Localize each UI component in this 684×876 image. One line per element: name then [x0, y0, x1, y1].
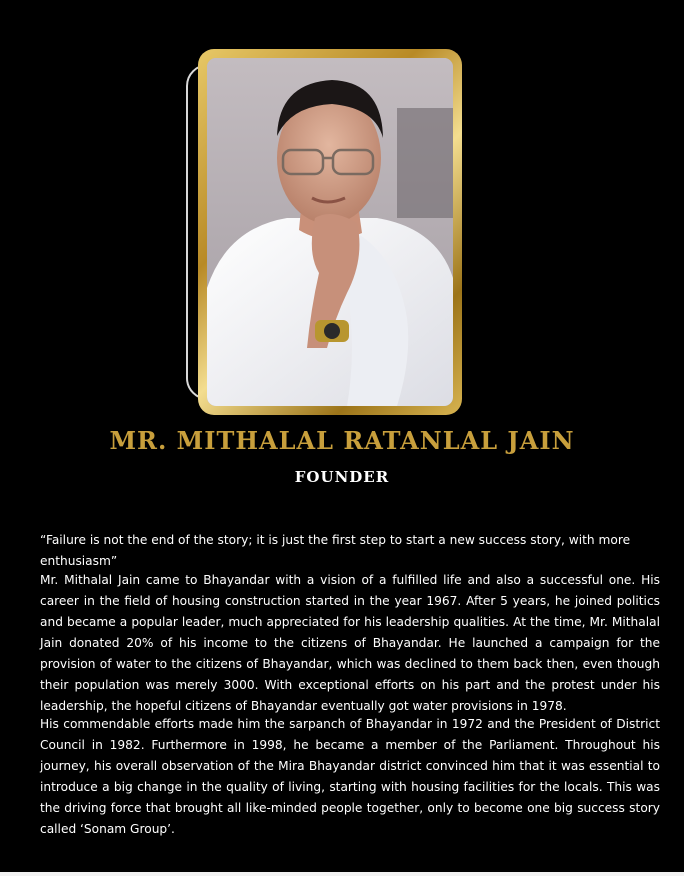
portrait-gold-frame	[198, 49, 462, 415]
founder-quote: “Failure is not the end of the story; it is just the first step to start a new success story, with more enthusiasm”	[40, 533, 631, 568]
bio-paragraph-1: Mr. Mithalal Jain came to Bhayandar with a vision of a fulfilled life and also a successful one. His career in the field of housing construction started in the year 1967. After 5 years, he joined politics and became a popular leader, much appreciated for his leadership qualities. At the time, Mr. Mithalal Jain donated 20% of his income to the citizens of Bhayandar. He launched a campaign for the provision of water to the citizens of Bhayandar, which was declined to them back then, even though their population was merely 3000. With exceptional efforts on his part and the protest under his leadership, the hopeful citizens of Bhayandar eventually got water provisions in 1978.	[40, 573, 660, 713]
founder-portrait-illustration	[207, 58, 453, 406]
page-bottom-edge	[0, 872, 684, 876]
bio-paragraph-2: His commendable efforts made him the sarpanch of Bhayandar in 1972 and the President of District Council in 1982. Furthermore in 1998, he became a member of the Parliament. Throughout his journey, his overall observation of the Mira Bhayandar district convinced him that it was essential to introduce a big change in the quality of living, starting with housing facilities for the locals. This was the driving force that brought all like-minded people together, only to become one big success story called ‘Sonam Group’.	[40, 717, 660, 836]
founder-name: MR. MITHALAL RATANLAL JAIN	[109, 426, 575, 455]
founder-portrait	[207, 58, 453, 406]
founder-role: FOUNDER	[294, 468, 390, 486]
